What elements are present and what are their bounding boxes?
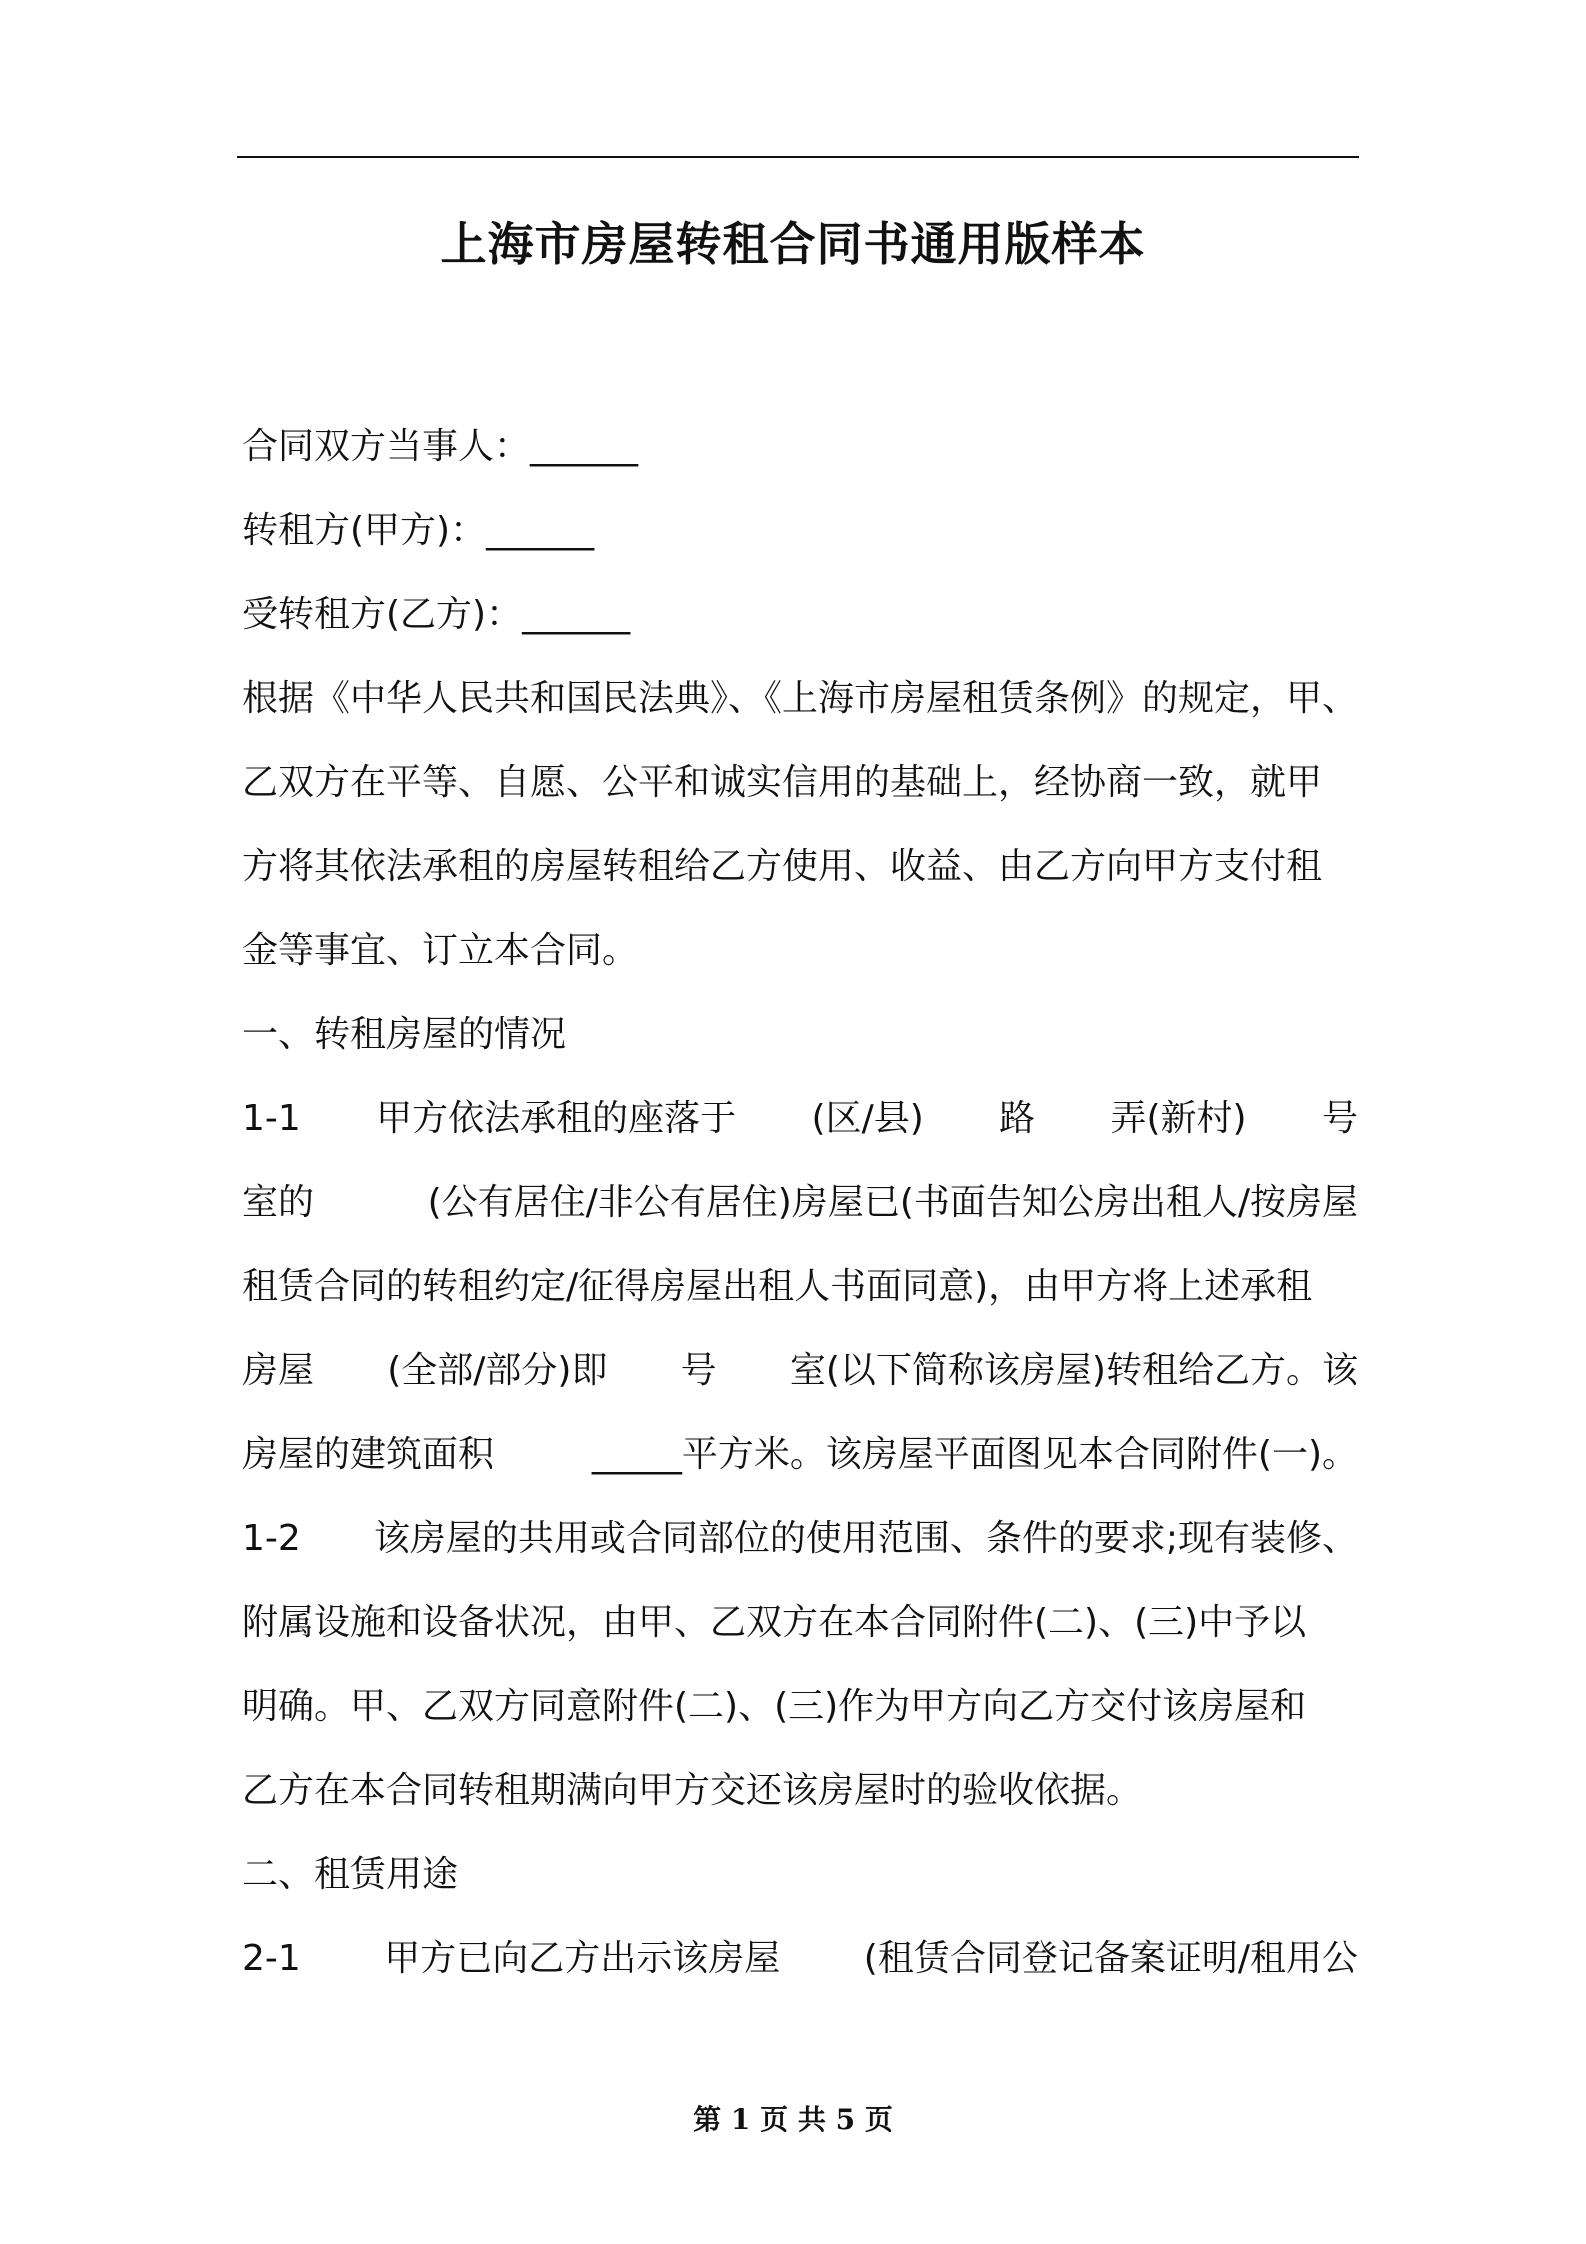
- preamble-line-1: 根据《中华人民共和国民法典》、《上海市房屋租赁条例》的规定，甲、: [242, 678, 1358, 719]
- preamble-line-2: 乙双方在平等、自愿、公平和诚实信用的基础上，经协商一致，就甲: [242, 762, 1323, 803]
- clause-text: (租赁合同登记备案证明/租用公: [863, 1938, 1358, 1979]
- preamble-line-4: 金等事宜、订立本合同。: [242, 930, 639, 971]
- header-rule: [237, 156, 1359, 158]
- clause-text: 房屋的建筑面积: [242, 1434, 495, 1475]
- clause-1-1-line-1: [242, 1077, 1358, 1161]
- clause-number: 2-1: [242, 1938, 301, 1979]
- clause-text: _____平方米。该房屋平面图见本合同附件(一)。: [591, 1434, 1358, 1475]
- sublessor-line: 转租方(甲方)：______: [242, 510, 595, 551]
- clause-text: 甲方已向乙方出示该房屋: [384, 1938, 781, 1979]
- page-footer: [0, 2100, 1586, 2140]
- clause-1-2-line-1: [242, 1497, 1358, 1581]
- clause-text: 弄(新村): [1110, 1098, 1247, 1139]
- preamble-line-3: 方将其依法承租的房屋转租给乙方使用、收益、由乙方向甲方支付租: [242, 846, 1323, 887]
- clause-1-2-line-4: 乙方在本合同转租期满向甲方交还该房屋时的验收依据。: [242, 1770, 1143, 1811]
- clause-text: 号: [1321, 1098, 1358, 1139]
- section-1-heading: 一、转租房屋的情况: [242, 1014, 567, 1055]
- sublessee-line: 受转租方(乙方)：______: [242, 594, 631, 635]
- clause-1-1-line-3: 租赁合同的转租约定/征得房屋出租人书面同意)，由甲方将上述承租: [242, 1266, 1313, 1307]
- clause-number: 1-1: [242, 1098, 301, 1139]
- clause-text: (全部/部分)即: [387, 1350, 608, 1391]
- clause-text: 室的: [242, 1182, 315, 1223]
- clause-text: (公有居住/非公有居住)房屋已(书面告知公房出租人/按房屋: [427, 1182, 1358, 1223]
- clause-text: 路: [999, 1098, 1036, 1139]
- clause-text: 号: [680, 1350, 717, 1391]
- clause-1-1-line-5: [242, 1413, 1358, 1497]
- clause-text: 房屋: [242, 1350, 315, 1391]
- clause-text: 室(以下简称该房屋)转租给乙方。该: [789, 1350, 1358, 1391]
- clause-number: 1-2: [242, 1518, 301, 1559]
- clause-text: 甲方依法承租的座落于: [376, 1098, 737, 1139]
- document-title: 上海市房屋转租合同书通用版样本: [440, 217, 1146, 271]
- clause-text: (区/县): [811, 1098, 924, 1139]
- clause-2-1-line-1: [242, 1917, 1358, 2001]
- document-body: [242, 405, 1358, 2001]
- clause-1-1-line-4: [242, 1329, 1358, 1413]
- section-2-heading: 二、租赁用途: [242, 1854, 459, 1895]
- clause-1-2-line-3: 明确。甲、乙双方同意附件(二)、(三)作为甲方向乙方交付该房屋和: [242, 1686, 1307, 1727]
- clause-1-2-line-2: 附属设施和设备状况，由甲、乙双方在本合同附件(二)、(三)中予以: [242, 1602, 1307, 1643]
- clause-text: 该房屋的共用或合同部位的使用范围、条件的要求;现有装修、: [373, 1518, 1358, 1559]
- parties-line: 合同双方当事人：______: [242, 426, 639, 467]
- page-number: 第 1 页 共 5 页: [693, 2103, 893, 2136]
- clause-1-1-line-2: [242, 1161, 1358, 1245]
